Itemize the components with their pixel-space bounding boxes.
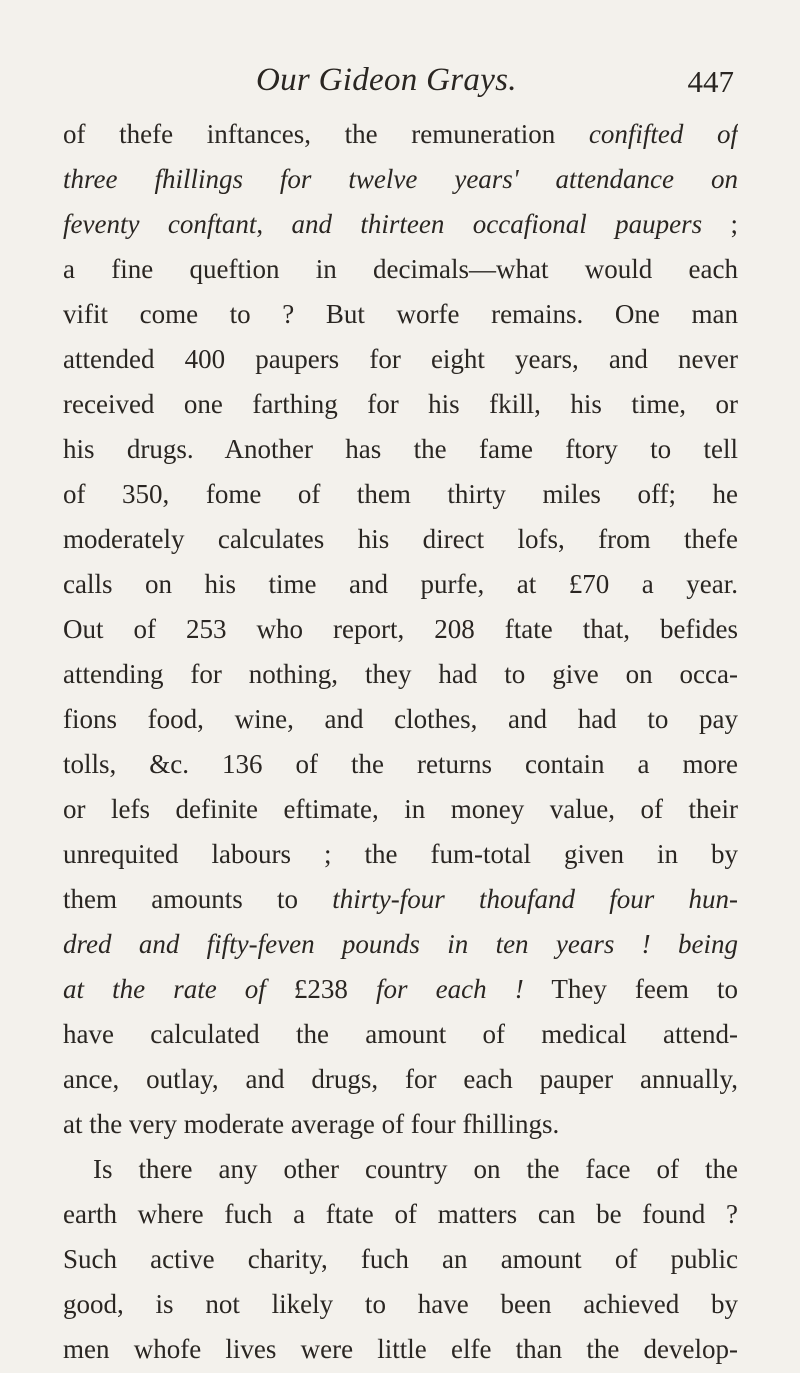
text-run: ; bbox=[702, 209, 738, 239]
text-line bbox=[63, 1237, 738, 1282]
text-run: tolls, &c. 136 of the returns contain a more bbox=[63, 749, 738, 779]
text-run: They feem to bbox=[523, 974, 738, 1004]
text-line bbox=[63, 337, 738, 382]
text-run: attended 400 paupers for eight years, and never bbox=[63, 344, 738, 374]
text-run: vifit come to ? But worfe remains. One man bbox=[63, 299, 738, 329]
text-run: have calculated the amount of medical attend- bbox=[63, 1019, 738, 1049]
text-line bbox=[63, 697, 738, 742]
text-run: earth where fuch a ftate of matters can be found ? bbox=[63, 1199, 738, 1229]
italic-run: three fhillings for twelve years' attendance on bbox=[63, 164, 738, 194]
text-run: a fine queftion in decimals—what would each bbox=[63, 254, 738, 284]
text-line bbox=[63, 157, 738, 202]
text-line bbox=[63, 202, 738, 247]
running-title: Our Gideon Grays. bbox=[256, 62, 517, 98]
text-run: them amounts to bbox=[63, 884, 333, 914]
text-line bbox=[63, 382, 738, 427]
text-line bbox=[63, 1192, 738, 1237]
text-run: attending for nothing, they had to give on occa- bbox=[63, 659, 738, 689]
text-run: or lefs definite eftimate, in money value, of their bbox=[63, 794, 738, 824]
italic-run: for each ! bbox=[376, 974, 524, 1004]
text-line bbox=[63, 787, 738, 832]
text-line bbox=[63, 832, 738, 877]
text-run: unrequited labours ; the fum-total given in by bbox=[63, 839, 738, 869]
text-run: , bbox=[256, 209, 292, 239]
text-run: good, is not likely to have been achieved by bbox=[63, 1289, 738, 1319]
italic-run: and thirteen occafional paupers bbox=[291, 209, 703, 239]
page-number: 447 bbox=[687, 64, 734, 99]
italic-run: confifted of bbox=[588, 119, 738, 149]
text-line bbox=[63, 1012, 738, 1057]
italic-run: at the rate of bbox=[63, 974, 266, 1004]
text-line bbox=[63, 877, 738, 922]
text-line bbox=[63, 517, 738, 562]
text-line bbox=[63, 652, 738, 697]
italic-run: feventy conftant bbox=[63, 209, 257, 239]
text-line bbox=[63, 247, 738, 292]
text-line bbox=[63, 1057, 738, 1102]
text-line bbox=[63, 112, 738, 157]
text-line bbox=[63, 562, 738, 607]
paragraph-start-line bbox=[63, 1147, 738, 1192]
text-line bbox=[63, 292, 738, 337]
text-run: his drugs. Another has the fame ftory to tell bbox=[63, 434, 738, 464]
text-line bbox=[63, 607, 738, 652]
text-run: Such active charity, fuch an amount of public bbox=[63, 1244, 738, 1274]
body-text bbox=[63, 112, 738, 1372]
text-run: of thefe inftances, the remuneration bbox=[63, 119, 589, 149]
text-run: Is there any other country on the face of the bbox=[93, 1154, 738, 1184]
text-run: £238 bbox=[265, 974, 377, 1004]
text-line bbox=[63, 1327, 738, 1372]
text-run: ance, outlay, and drugs, for each pauper annually, bbox=[63, 1064, 738, 1094]
text-run: at the very moderate average of four fhillings. bbox=[63, 1109, 560, 1139]
text-line bbox=[63, 922, 738, 967]
text-line bbox=[63, 742, 738, 787]
text-line bbox=[63, 1102, 738, 1147]
running-head bbox=[64, 62, 734, 102]
italic-run: dred and fifty-feven pounds in ten years ! being bbox=[63, 929, 738, 959]
text-run: Out of 253 who report, 208 ftate that, befides bbox=[63, 614, 738, 644]
text-run: received one farthing for his fkill, his time, or bbox=[63, 389, 738, 419]
text-run: fions food, wine, and clothes, and had to pay bbox=[63, 704, 738, 734]
text-line bbox=[63, 427, 738, 472]
text-run: of 350, fome of them thirty miles off; he bbox=[63, 479, 738, 509]
text-line bbox=[63, 472, 738, 517]
text-line bbox=[63, 967, 738, 1012]
text-run: moderately calculates his direct lofs, from thefe bbox=[63, 524, 738, 554]
text-run: men whofe lives were little elfe than the develop- bbox=[63, 1334, 738, 1364]
text-run: calls on his time and purfe, at £70 a year. bbox=[63, 569, 738, 599]
text-line bbox=[63, 1282, 738, 1327]
italic-run: thirty-four thoufand four hun- bbox=[332, 884, 738, 914]
